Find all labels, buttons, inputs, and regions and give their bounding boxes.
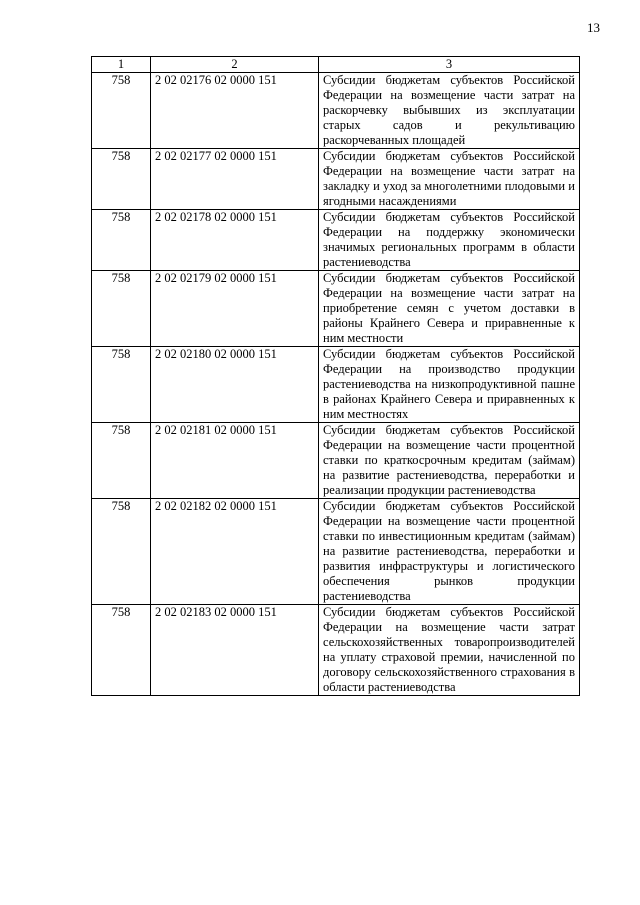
table-row (92, 347, 580, 423)
column-header-3: 3 (319, 57, 580, 73)
table-row (92, 605, 580, 696)
column-header-1: 1 (92, 57, 151, 73)
page-number: 13 (587, 20, 600, 35)
admin-code-cell: 758 (92, 605, 151, 696)
description-cell: Субсидии бюджетам субъектов Российской Федерации на возмещение части затрат на раскорчевку выбывших из эксплуатации старых садов и рекультивацию раскорчеванных площадей (319, 73, 580, 149)
table-row (92, 499, 580, 605)
table-row (92, 149, 580, 210)
admin-code-cell: 758 (92, 149, 151, 210)
kbk-code-cell: 2 02 02182 02 0000 151 (151, 499, 319, 605)
budget-codes-table (91, 56, 580, 696)
kbk-code-cell: 2 02 02177 02 0000 151 (151, 149, 319, 210)
column-header-2: 2 (151, 57, 319, 73)
table-row (92, 423, 580, 499)
description-cell: Субсидии бюджетам субъектов Российской Федерации на возмещение части процентной ставки по инвестиционным кредитам (займам) на развитие растениеводства, переработки и развития инфраструктуры и логистического обеспечения рынков продукции растениеводства (319, 499, 580, 605)
admin-code-cell: 758 (92, 423, 151, 499)
description-cell: Субсидии бюджетам субъектов Российской Федерации на производство продукции растениеводства на низкопродуктивной пашне в районах Крайнего Севера и приравненных к ним местностях (319, 347, 580, 423)
table-row (92, 73, 580, 149)
table-row (92, 210, 580, 271)
description-cell: Субсидии бюджетам субъектов Российской Федерации на возмещение части затрат на закладку и уход за многолетними плодовыми и ягодными насаждениями (319, 149, 580, 210)
description-cell: Субсидии бюджетам субъектов Российской Федерации на поддержку экономически значимых региональных программ в области растениеводства (319, 210, 580, 271)
kbk-code-cell: 2 02 02181 02 0000 151 (151, 423, 319, 499)
admin-code-cell: 758 (92, 210, 151, 271)
admin-code-cell: 758 (92, 347, 151, 423)
table-header-row (92, 57, 580, 73)
description-cell: Субсидии бюджетам субъектов Российской Федерации на возмещение части процентной ставки по краткосрочным кредитам (займам) на развитие растениеводства, переработки и реализации продукции растениеводства (319, 423, 580, 499)
admin-code-cell: 758 (92, 73, 151, 149)
kbk-code-cell: 2 02 02180 02 0000 151 (151, 347, 319, 423)
kbk-code-cell: 2 02 02178 02 0000 151 (151, 210, 319, 271)
kbk-code-cell: 2 02 02179 02 0000 151 (151, 271, 319, 347)
description-cell: Субсидии бюджетам субъектов Российской Федерации на возмещение части затрат на приобретение семян с учетом доставки в районы Крайнего Севера и приравненные к ним местности (319, 271, 580, 347)
kbk-code-cell: 2 02 02176 02 0000 151 (151, 73, 319, 149)
table-row (92, 271, 580, 347)
description-cell: Субсидии бюджетам субъектов Российской Федерации на возмещение части затрат сельскохозяйственных товаропроизводителей на уплату страховой премии, начисленной по договору сельскохозяйственного страхования в области растениеводства (319, 605, 580, 696)
admin-code-cell: 758 (92, 271, 151, 347)
kbk-code-cell: 2 02 02183 02 0000 151 (151, 605, 319, 696)
admin-code-cell: 758 (92, 499, 151, 605)
